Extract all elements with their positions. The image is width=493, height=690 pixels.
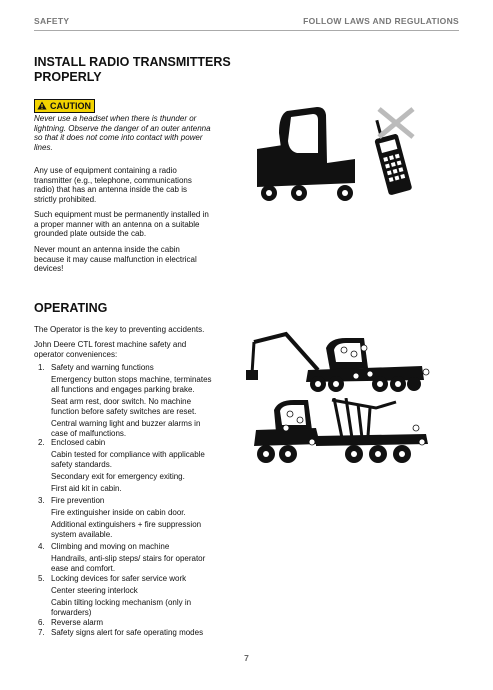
text-line: Fire extinguisher inside on cabin door. bbox=[51, 508, 186, 517]
text-line: forwarders) bbox=[51, 607, 92, 617]
list-subitem bbox=[51, 375, 236, 394]
text-line: Never mount an antenna inside the cabin bbox=[34, 245, 180, 254]
list-title: Reverse alarm bbox=[51, 618, 104, 627]
list-title: Safety signs alert for safe operating modes bbox=[51, 628, 204, 637]
text-line: radio) that has an antenna inside the cab is bbox=[34, 185, 187, 195]
text-line: Emergency button stops machine, terminates bbox=[51, 375, 212, 384]
section-title-line: INSTALL RADIO TRANSMITTERS bbox=[34, 55, 231, 69]
text-line: system available. bbox=[51, 529, 113, 539]
text-line: Never use a headset when there is thunder or bbox=[34, 114, 197, 123]
text-line: case of malfunctions. bbox=[51, 428, 127, 438]
list-number: 3. bbox=[38, 496, 45, 505]
list-subitem bbox=[51, 472, 236, 482]
text-line: because it may cause malfunction in electrical bbox=[34, 254, 197, 264]
caution-badge bbox=[34, 99, 95, 113]
list-subitem bbox=[51, 450, 236, 469]
text-line: Cabin tested for compliance with applicable bbox=[51, 450, 205, 459]
header-divider bbox=[34, 30, 459, 31]
harvester-illustration bbox=[246, 330, 432, 395]
text-line: Any use of equipment containing a radio bbox=[34, 166, 177, 175]
list-subitem bbox=[51, 484, 236, 494]
header-section-label: SAFETY bbox=[34, 16, 70, 26]
text-line: a proper manner with an antenna on a suitable bbox=[34, 219, 200, 229]
text-line: so that it does not come into contact with power bbox=[34, 133, 203, 143]
text-line: transmitter (e.g., telephone, communications bbox=[34, 175, 192, 185]
list-subitem bbox=[51, 586, 236, 596]
paragraph-radio-prohibited bbox=[34, 166, 232, 204]
list-number: 6. bbox=[38, 618, 45, 627]
text-line: Seat arm rest, door switch. No machine bbox=[51, 397, 192, 406]
text-line: Cabin tilting locking mechanism (only in bbox=[51, 598, 192, 607]
text-line: all functions and engages parking brake. bbox=[51, 384, 195, 394]
text-line: Additional extinguishers + fire suppression bbox=[51, 520, 202, 529]
text-line: ease and comfort. bbox=[51, 563, 116, 573]
section-title-radio bbox=[34, 55, 231, 85]
text-line: Such equipment must be permanently installed in bbox=[34, 210, 209, 219]
list-number: 4. bbox=[38, 542, 45, 551]
list-subitem bbox=[51, 508, 236, 518]
forwarder-illustration bbox=[246, 398, 432, 466]
text-line: Center steering interlock bbox=[51, 586, 138, 595]
text-line: lightning. Observe the danger of an outer antenna bbox=[34, 123, 211, 133]
list-title: Climbing and moving on machine bbox=[51, 542, 170, 551]
list-subitem bbox=[51, 397, 236, 416]
text-line: function before safety switches are reset. bbox=[51, 406, 197, 416]
text-line: First aid kit in cabin. bbox=[51, 484, 122, 493]
list-subitem bbox=[51, 598, 236, 617]
caution-label: CAUTION bbox=[50, 101, 91, 111]
page-header bbox=[34, 16, 459, 28]
warning-triangle-icon bbox=[37, 101, 47, 110]
text-line: Handrails, anti-slip steps/ stairs for operator bbox=[51, 554, 206, 563]
header-topic-label: FOLLOW LAWS AND REGULATIONS bbox=[303, 16, 459, 26]
list-subitem bbox=[51, 554, 236, 573]
text-line: operator conveniences: bbox=[34, 349, 118, 359]
section-title-line: PROPERLY bbox=[34, 70, 102, 84]
list-title: Fire prevention bbox=[51, 496, 105, 505]
text-line: strictly prohibited. bbox=[34, 194, 97, 204]
list-title: Safety and warning functions bbox=[51, 363, 154, 372]
text-line: Central warning light and buzzer alarms in bbox=[51, 419, 201, 428]
caution-text bbox=[34, 114, 232, 152]
operating-intro-2 bbox=[34, 340, 232, 359]
section-title-operating: OPERATING bbox=[34, 301, 108, 315]
paragraph-antenna bbox=[34, 245, 232, 274]
list-title: Enclosed cabin bbox=[51, 438, 106, 447]
list-subitem bbox=[51, 419, 236, 438]
machine-radio-illustration bbox=[255, 103, 425, 203]
paragraph-installation bbox=[34, 210, 232, 239]
operating-intro: The Operator is the key to preventing accidents. bbox=[34, 325, 205, 334]
list-title: Locking devices for safer service work bbox=[51, 574, 187, 583]
text-line: John Deere CTL forest machine safety and bbox=[34, 340, 187, 349]
list-number: 5. bbox=[38, 574, 45, 583]
page-number: 7 bbox=[244, 653, 249, 663]
text-line: Secondary exit for emergency exiting. bbox=[51, 472, 185, 481]
list-number: 7. bbox=[38, 628, 45, 637]
text-line: safety standards. bbox=[51, 459, 112, 469]
list-number: 1. bbox=[38, 363, 45, 372]
list-number: 2. bbox=[38, 438, 45, 447]
text-line: grounded plate outside the cab. bbox=[34, 229, 147, 239]
text-line: devices! bbox=[34, 264, 64, 274]
list-subitem bbox=[51, 520, 236, 539]
text-line: lines. bbox=[34, 142, 53, 152]
